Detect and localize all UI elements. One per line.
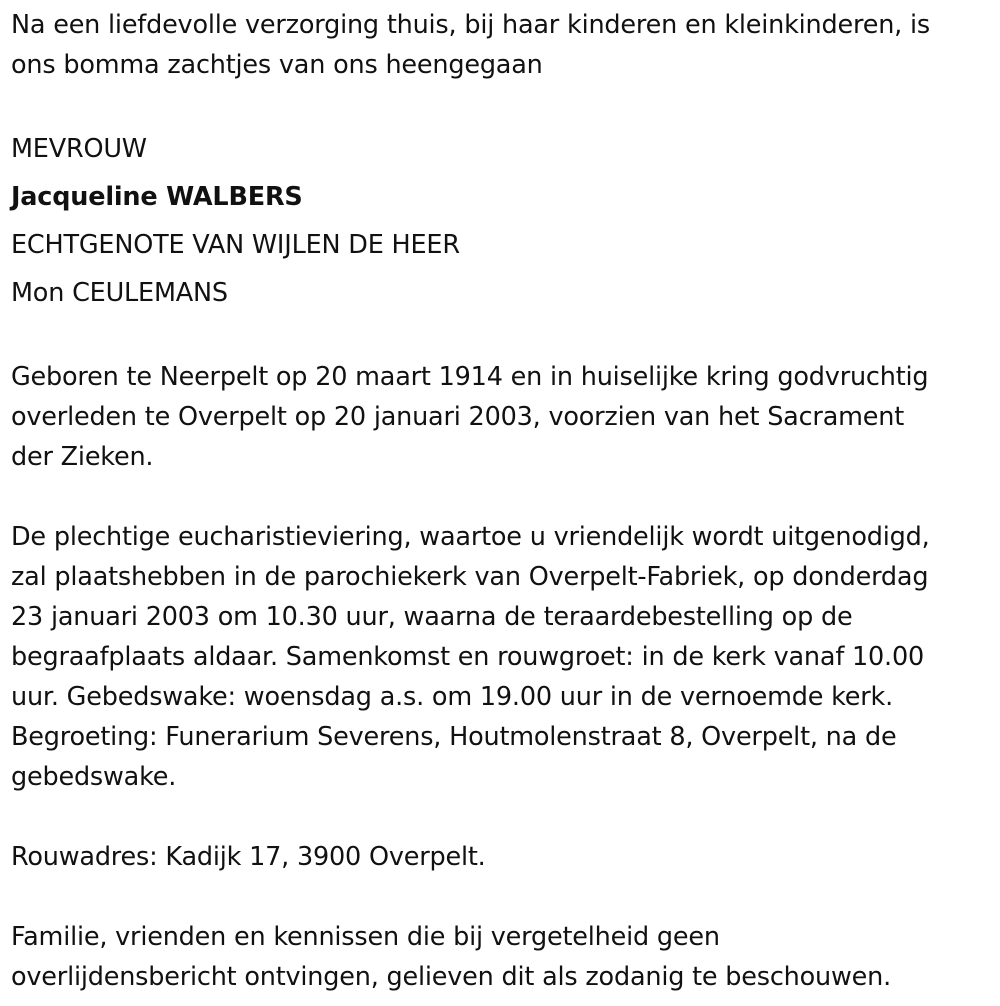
mourning-address: Rouwadres: Kadijk 17, 3900 Overpelt. (11, 842, 486, 872)
obituary-document (11, 5, 996, 997)
deceased-name-block (11, 125, 996, 317)
spacer (11, 877, 996, 917)
honorific-title: MEVROUW (11, 134, 147, 164)
intro-paragraph: Na een liefdevolle verzorging thuis, bij haar kinderen en kleinkinderen, is ons bomma zachtjes van ons heengegaan (11, 10, 930, 80)
closing-paragraph: Familie, vrienden en kennissen die bij vergetelheid geen overlijdensbericht ontvingen, gelieven dit als zodanig te beschouwen. (11, 922, 892, 992)
spacer (11, 317, 996, 357)
spacer (11, 477, 996, 517)
spacer (11, 85, 996, 125)
ceremony-paragraph: De plechtige eucharistieviering, waartoe u vriendelijk wordt uitgenodigd, zal plaatshebben in de parochiekerk van Overpelt-Fabriek, op donderdag 23 januari 2003 om 10.30 uur, waarna de teraardebestelling op de begraafplaats aldaar. Samenkomst en rouwgroet: in de kerk vanaf 10.00 uur. Gebedswake: woensdag a.s. om 19.00 uur in de vernoemde kerk. Begroeting: Funerarium Severens, Houtmolenstraat 8, Overpelt, na de gebedswake. (11, 522, 930, 792)
spouse-relation: ECHTGENOTE VAN WIJLEN DE HEER (11, 230, 460, 260)
deceased-name: Jacqueline WALBERS (11, 182, 303, 212)
birth-death-paragraph: Geboren te Neerpelt op 20 maart 1914 en in huiselijke kring godvruchtig overleden te Overpelt op 20 januari 2003, voorzien van het Sacrament der Zieken. (11, 362, 929, 472)
spacer (11, 797, 996, 837)
spouse-name: Mon CEULEMANS (11, 278, 228, 308)
